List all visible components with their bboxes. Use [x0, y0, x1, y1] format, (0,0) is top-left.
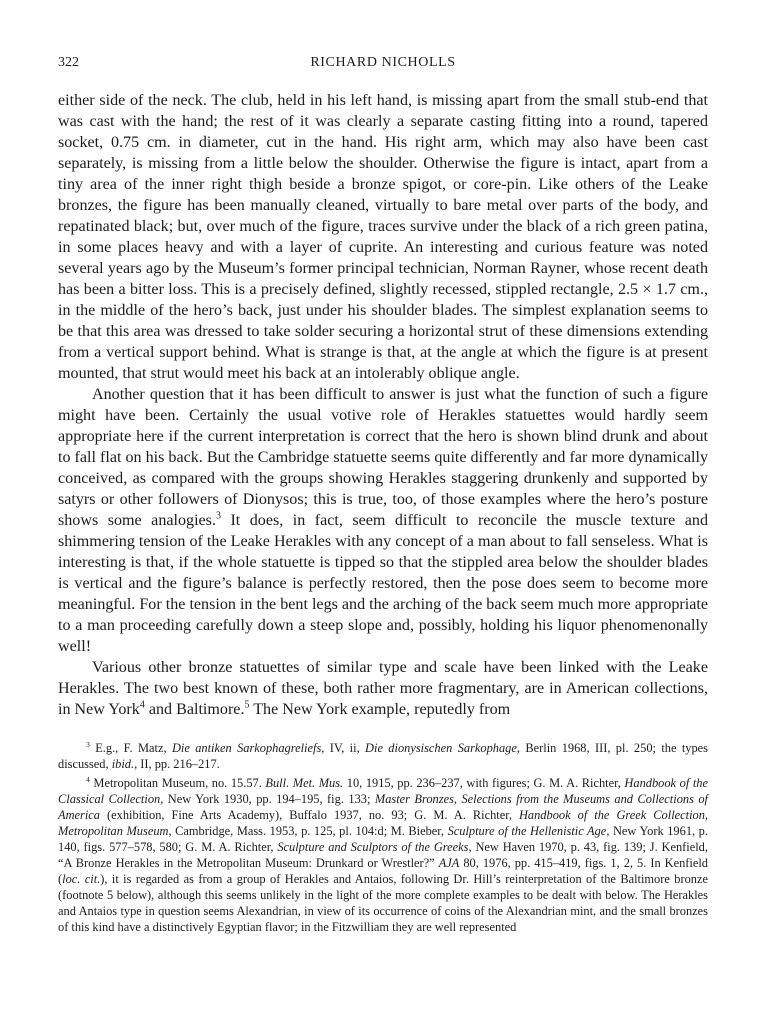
footnote-4-text: 80, 1976, pp. 415–419, figs. 1, 2, 5. In Kenfield ( [58, 856, 708, 886]
footnote-4-text: , New York 1961, p. 140, figs. 577–578, 580; G. M. A. Richter, [58, 824, 708, 854]
footnote-4-text: , New Haven 1970, p. 43, fig. 139; J. Kenfield, “A Bronze Herakles in the Metropolitan Museum: Drunkard or Wrestler?” [58, 840, 708, 870]
paragraph-1 [58, 90, 708, 384]
footnote-ref-5[interactable]: 5 [244, 699, 250, 711]
footnote-3-text: , Berlin 1968, III, pl. 250; the types discussed, [58, 741, 708, 771]
footnote-4-title: Master Bronzes, Selections from the Museums and Collections of America [58, 792, 708, 822]
footnote-4-text: , Cambridge, Mass. 1953, p. 125, pl. 104:d; M. Bieber, [168, 824, 448, 838]
paragraph-2-text-a: Another question that it has been difficult to answer is just what the function of such a figure might have been. Certainly the usual votive role of Herakles statuettes would hardly seem appropriate here if the current interpretation is correct that the hero is shown blind drunk and about to fall flat on his back. But the Cambridge statuette seems quite differently and far more dynamically conceived, as compared with the groups showing Herakles staggering drunkenly and supported by satyrs or other followers of Dionysos; this is true, too, of those examples where the hero’s posture shows some analogies. [58, 386, 708, 529]
footnote-4-text: Metropolitan Museum, no. 15.57. [89, 776, 266, 790]
page-header [58, 53, 708, 73]
footnote-4-title: Sculpture of the Hellenistic Age [447, 824, 607, 838]
running-head: RICHARD NICHOLLS [310, 55, 456, 70]
footnote-3-number: 3 [86, 739, 90, 749]
paragraph-3 [58, 657, 708, 720]
footnote-4-text: ), it is regarded as from a group of Herakles and Antaios, following Dr. Hill’s reinterpretation of the Baltimore bronze (footnote 5 below), although this seems unlikely in the light of the more complete examples to be dealt with below. The Herakles and Antaios type in question seems Alexandrian, in view of its occurrence of coins of the Alexandrian mint, and the small bronzes of this kind have a distinctively Egyptian flavor; in the Fitzwilliam they are well represented [58, 872, 708, 934]
paragraph-1-text: either side of the neck. The club, held in his left hand, is missing apart from the small stub-end that was cast with the hand; the rest of it was clearly a separate casting fitting into a round, tapered socket, 0.75 cm. in diameter, cut in the hand. His right arm, which may also have been cast separately, is missing from a little below the shoulder. Otherwise the figure is intact, apart from a tiny area of the inner right thigh beside a bronze spigot, or core-pin. Like others of the Leake bronzes, the figure has been manually cleaned, virtually to bare metal over parts of the body, and repatinated black; but, over much of the figure, traces survive under the black of a rich green patina, in some places heavy and with a layer of cuprite. An interesting and curious feature was noted several years ago by the Museum’s former principal technician, Norman Rayner, whose recent death has been a bitter loss. This is a precisely defined, slightly recessed, stippled rectangle, 2.5 × 1.7 cm., in the middle of the hero’s back, just under his shoulder blades. The simplest explanation seems to be that this area was dressed to take solder securing a horizontal strut of these dimensions extending from a vertical support behind. What is strange is that, at the angle at which the figure is at present mounted, that strut would meet his back at an intolerably oblique angle. [58, 92, 708, 382]
footnote-4-text: (exhibition, Fine Arts Academy), Buffalo 1937, no. 93; G. M. A. Richter, [99, 808, 519, 822]
footnote-4-title: AJA [438, 856, 460, 870]
body-text [58, 90, 708, 720]
footnote-3-title: Die dionysischen Sarkophage [365, 741, 517, 755]
footnote-4-number: 4 [86, 774, 90, 784]
paragraph-3-text-c: The New York example, reputedly from [249, 701, 511, 718]
footnote-4-text: 10, 1915, pp. 236–237, with figures; G. M. A. Richter, [343, 776, 625, 790]
footnote-4-title: Handbook of the Greek Collection, Metropolitan Museum [58, 808, 709, 838]
footnotes [58, 740, 708, 938]
paragraph-2-text-b: It does, in fact, seem difficult to reconcile the muscle texture and shimmering tension of the Leake Herakles with any concept of a man about to fall senseless. What is interesting is that, if the whole statuette is tipped so that the stippled area below the shoulder blades is vertical and the figure’s balance is perfectly restored, then the pose does seem to become more meaningful. For the tension in the bent legs and the arching of the back seem much more appropriate to a man proceeding carefully down a steep slope and, possibly, holding his liquor phenomenonally well! [58, 512, 708, 655]
footnote-3-text: , IV, ii, [321, 741, 366, 755]
paragraph-3-text-a: Various other bronze statuettes of similar type and scale have been linked with the Leake Herakles. The two best known of these, both rather more fragmentary, are in American collections, in New York [58, 659, 708, 718]
footnote-4-title: Sculpture and Sculptors of the Greeks [277, 840, 469, 854]
paragraph-3-text-b: and Baltimore. [144, 701, 245, 718]
footnote-3-text: , II, pp. 216–217. [134, 757, 220, 771]
footnote-ref-3[interactable]: 3 [215, 510, 221, 522]
footnote-3-title: Die antiken Sarkophagreliefs [171, 741, 322, 755]
paragraph-2 [58, 384, 708, 657]
footnote-4-title: loc. cit. [62, 872, 101, 886]
page-number: 322 [58, 55, 79, 70]
footnote-ref-4[interactable]: 4 [139, 699, 145, 711]
footnote-4-title: Handbook of the Classical Collection [58, 776, 708, 806]
footnote-4 [58, 775, 708, 935]
footnote-3-title: ibid. [111, 757, 135, 771]
footnote-3-text: E.g., F. Matz, [89, 741, 172, 755]
footnote-4-text: , New York 1930, pp. 194–195, fig. 133; [160, 792, 375, 806]
footnote-4-title: Bull. Met. Mus. [265, 776, 344, 790]
footnote-3 [58, 740, 708, 772]
